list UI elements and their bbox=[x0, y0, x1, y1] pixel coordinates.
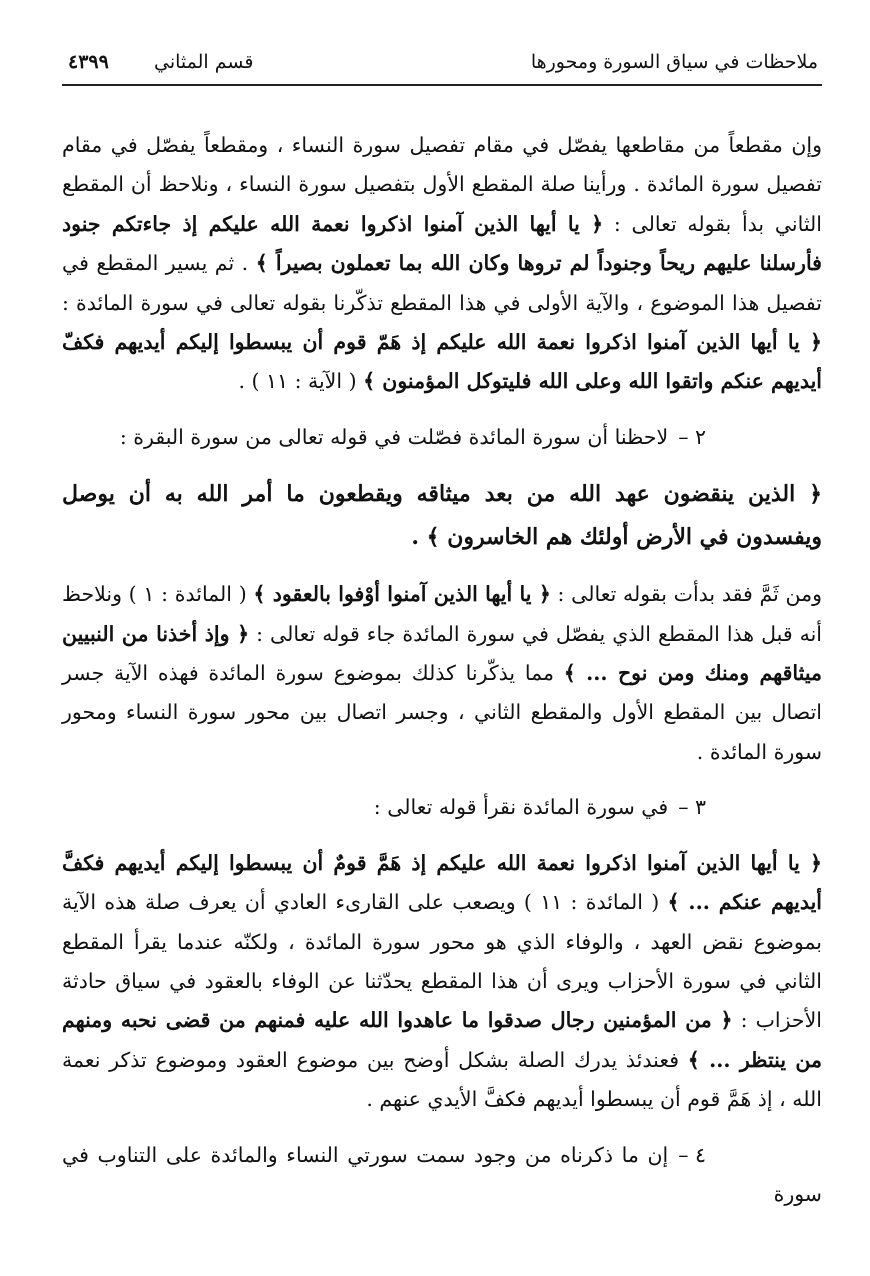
text-run: ( المائدة : ١ ) ونلاحظ أنه قبل هذا المقطع الذي يفصّل في سورة المائدة جاء قوله تعالى : bbox=[62, 582, 822, 646]
ornate-bracket: ﴾ bbox=[363, 369, 376, 394]
verse-text: يا أيها الذين آمنوا اذكروا نعمة الله عليكم إذ جاءتكم جنود فأرسلنا عليهم ريحاً وجنوداً لم تروها وكان الله بما تعملون بصيراً bbox=[62, 211, 822, 276]
page-number: ٤٣٩٩ bbox=[68, 51, 109, 73]
ornate-bracket: ﴿ bbox=[591, 211, 604, 236]
ornate-bracket: ﴾ bbox=[253, 582, 266, 607]
ornate-bracket: ﴿ bbox=[809, 850, 822, 875]
ornate-bracket: ﴿ bbox=[720, 1008, 733, 1033]
document-page bbox=[62, 40, 822, 1214]
verse-text: يا أيها الذين آمنوا اذكروا نعمة الله عليكم إذ هَمّ قوم أن يبسطوا إليكم أيديهم فكفّ أيديهم عنكم واتقوا الله وعلى الله فليتوكل المؤمنون bbox=[62, 330, 822, 394]
ornate-bracket: ﴿ bbox=[809, 330, 822, 355]
ornate-bracket: ﴿ bbox=[538, 582, 551, 607]
section-title: ملاحظات في سياق السورة ومحورها bbox=[530, 51, 818, 73]
ornate-bracket: ﴾ bbox=[667, 890, 680, 915]
paragraph bbox=[62, 575, 822, 772]
numbered-paragraph bbox=[62, 418, 822, 457]
text-run: إن ما ذكرناه من وجود سمت سورتي النساء والمائدة على التناوب في سورة bbox=[62, 1142, 822, 1206]
verse-text: يا أيها الذين آمنوا أوْفوا بالعقود bbox=[265, 582, 539, 607]
text-run: فعندئذ يدرك الصلة بشكل أوضح بين موضوع العقود وموضوع تذكر نعمة الله ، إذ هَمَّ قوم أن يبسطوا أيديهم فكفَّ الأيدي عنهم . bbox=[62, 1047, 822, 1112]
verse-text: الذين ينقضون عهد الله من بعد ميثاقه ويقطعون ما أمر الله به أن يوصل ويفسدون في الأرض أولئك هم الخاسرون bbox=[62, 481, 822, 551]
quote-paragraph bbox=[62, 473, 822, 559]
text-run: وإن مقطعاً من مقاطعها يفصّل في مقام تفصيل سورة النساء ، ومقطعاً يفصّل في مقام تفصيل سورة المائدة . ورأينا صلة المقطع الأول بتفصيل سورة النساء ، ونلاحظ أن المقطع الثاني بدأ بقوله تعالى : bbox=[62, 133, 822, 236]
ornate-bracket: ﴾ bbox=[255, 251, 268, 276]
text-run: لاحظنا أن سورة المائدة فصّلت في قوله تعالى من سورة البقرة : bbox=[119, 424, 669, 449]
ornate-bracket: ﴾ bbox=[426, 524, 440, 551]
paragraph bbox=[62, 126, 822, 402]
body-text bbox=[62, 126, 822, 1214]
text-run: في سورة المائدة نقرأ قوله تعالى : bbox=[373, 795, 669, 820]
text-run: ( المائدة : ١١ ) ويصعب على القارىء العادي أن يعرف صلة هذه الآية بموضوع نقض العهد ، والوفاء الذي هو محور سورة المائدة ، ولكنّه عندما يقرأ المقطع الثاني في سورة الأحزاب ويرى أن هذا المقطع يحدّثنا عن الوفاء بالعقود في سياق حادثة الأحزاب : bbox=[62, 890, 822, 1033]
verse-text: يا أيها الذين آمنوا اذكروا نعمة الله عليكم إذ هَمَّ قومٌ أن يبسطوا إليكم أيديهم فكفَّ أيديهم عنكم ... bbox=[62, 850, 822, 915]
numbered-paragraph bbox=[62, 788, 822, 827]
text-run: مما يذكّرنا كذلك بموضوع سورة المائدة فهذه الآية جسر اتصال بين المقطع الأول والمقطع الثاني ، وجسر اتصال بين محور سورة النساء ومحور سورة المائدة . bbox=[62, 661, 822, 764]
ornate-bracket: ﴾ bbox=[687, 1047, 700, 1072]
section-name: قسم المثاني bbox=[154, 51, 254, 73]
running-header bbox=[62, 40, 822, 86]
text-run: ( الآية : ١١ ) . bbox=[238, 369, 364, 394]
ornate-bracket: ﴿ bbox=[237, 621, 250, 646]
paragraph bbox=[62, 844, 822, 1120]
verse-text: من المؤمنين رجال صدقوا ما عاهدوا الله عليه فمنهم من قضى نحبه ومنهم من ينتظر ... bbox=[62, 1008, 822, 1072]
ornate-bracket: ﴾ bbox=[563, 661, 576, 686]
numbered-paragraph bbox=[62, 1136, 822, 1215]
text-run: ومن ثَمَّ فقد بدأت بقوله تعالى : bbox=[550, 582, 823, 607]
text-run: . ثم يسير المقطع في تفصيل هذا الموضوع ، والآية الأولى في هذا المقطع تذكّرنا بقوله تعالى في سورة المائدة : bbox=[62, 251, 822, 315]
list-number: ٢ – bbox=[678, 424, 706, 449]
verse-text: وإذ أخذنا من النبيين ميثاقهم ومنك ومن نوح ... bbox=[62, 621, 822, 686]
list-number: ٤ – bbox=[678, 1142, 706, 1167]
ornate-bracket: ﴿ bbox=[809, 481, 822, 508]
text-run: . bbox=[411, 524, 427, 551]
list-number: ٣ – bbox=[678, 795, 706, 820]
